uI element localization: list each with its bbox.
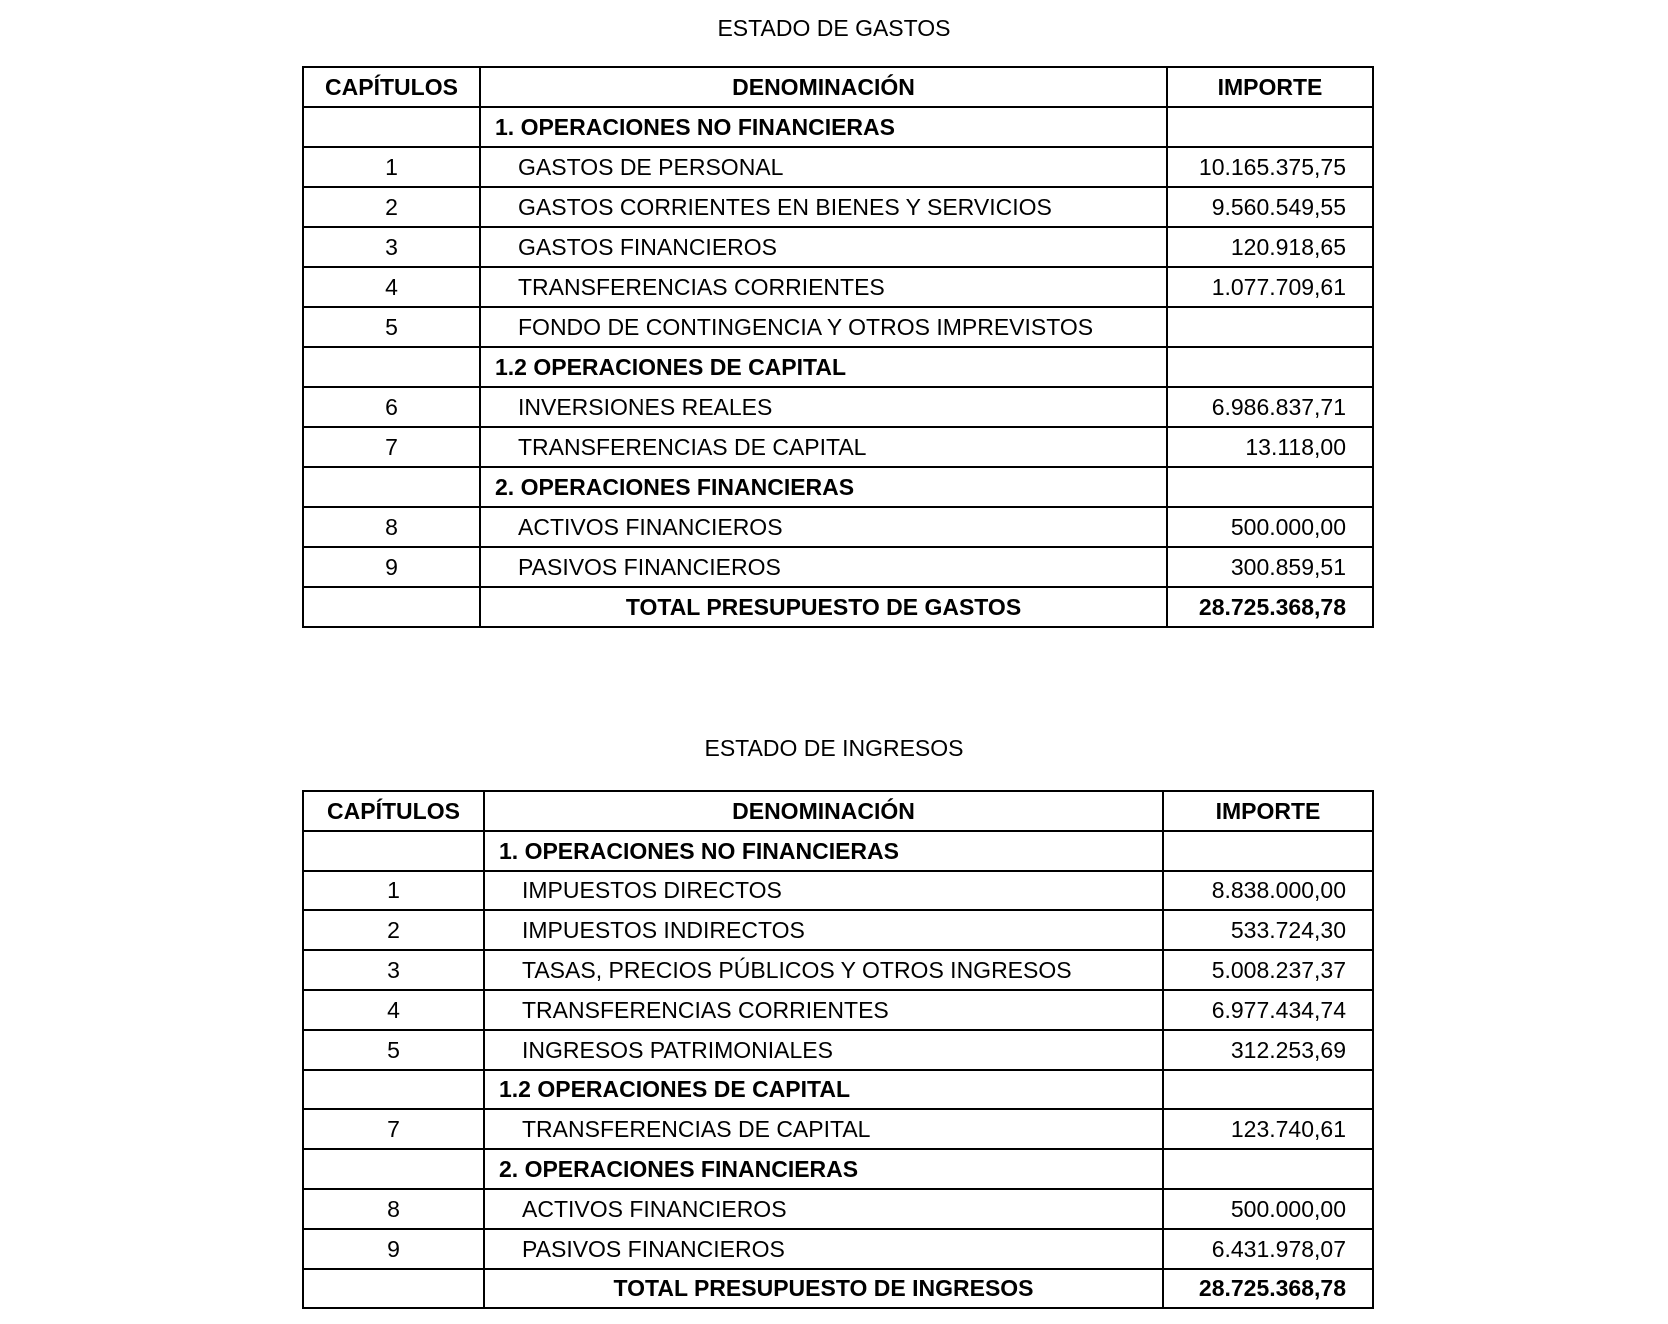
capitulo-cell [303,467,480,507]
importe-cell: 6.986.837,71 [1167,387,1373,427]
capitulo-cell: 3 [303,227,480,267]
importe-cell: 6.977.434,74 [1163,990,1373,1030]
importe-cell: 533.724,30 [1163,910,1373,950]
column-header-denominacion: DENOMINACIÓN [484,791,1163,831]
section-row [303,347,1373,387]
denominacion-cell: TASAS, PRECIOS PÚBLICOS Y OTROS INGRESOS [484,950,1163,990]
capitulo-cell [303,1149,484,1189]
importe-cell: 1.077.709,61 [1167,267,1373,307]
denominacion-cell: IMPUESTOS INDIRECTOS [484,910,1163,950]
denominacion-cell: 1.2 OPERACIONES DE CAPITAL [480,347,1167,387]
capitulo-cell [303,107,480,147]
capitulo-cell [303,1070,484,1110]
importe-cell: 500.000,00 [1167,507,1373,547]
denominacion-cell: TRANSFERENCIAS DE CAPITAL [484,1109,1163,1149]
denominacion-cell: 2. OPERACIONES FINANCIERAS [480,467,1167,507]
denominacion-cell: GASTOS DE PERSONAL [480,147,1167,187]
column-header-denominacion: DENOMINACIÓN [480,67,1167,107]
denominacion-cell: 1.2 OPERACIONES DE CAPITAL [484,1070,1163,1110]
importe-cell: 6.431.978,07 [1163,1229,1373,1269]
capitulo-cell: 2 [303,910,484,950]
importe-cell: 28.725.368,78 [1163,1269,1373,1309]
importe-cell: 9.560.549,55 [1167,187,1373,227]
header-row [303,791,1373,831]
column-header-capitulos: CAPÍTULOS [303,67,480,107]
table-row [303,307,1373,347]
table-row [303,1109,1373,1149]
importe-cell: 10.165.375,75 [1167,147,1373,187]
table-row [303,227,1373,267]
denominacion-cell: TRANSFERENCIAS CORRIENTES [484,990,1163,1030]
importe-cell [1167,347,1373,387]
denominacion-cell: IMPUESTOS DIRECTOS [484,871,1163,911]
capitulo-cell: 5 [303,1030,484,1070]
capitulo-cell: 3 [303,950,484,990]
capitulo-cell: 2 [303,187,480,227]
section-row [303,1070,1373,1110]
section-row [303,467,1373,507]
denominacion-cell: TOTAL PRESUPUESTO DE INGRESOS [484,1269,1163,1309]
capitulo-cell: 7 [303,427,480,467]
table-row [303,507,1373,547]
capitulo-cell: 1 [303,147,480,187]
denominacion-cell: INVERSIONES REALES [480,387,1167,427]
column-header-importe: IMPORTE [1167,67,1373,107]
capitulo-cell: 4 [303,267,480,307]
table-row [303,147,1373,187]
table-row [303,1229,1373,1269]
gastos-table [302,66,1374,628]
capitulo-cell [303,831,484,871]
importe-cell [1167,307,1373,347]
denominacion-cell: INGRESOS PATRIMONIALES [484,1030,1163,1070]
capitulo-cell [303,347,480,387]
importe-cell: 8.838.000,00 [1163,871,1373,911]
capitulo-cell: 4 [303,990,484,1030]
header-row [303,67,1373,107]
capitulo-cell: 5 [303,307,480,347]
importe-cell: 300.859,51 [1167,547,1373,587]
capitulo-cell [303,587,480,627]
total-row [303,1269,1373,1309]
table-row [303,1030,1373,1070]
denominacion-cell: PASIVOS FINANCIEROS [484,1229,1163,1269]
denominacion-cell: ACTIVOS FINANCIEROS [484,1189,1163,1229]
table-row [303,267,1373,307]
table-row [303,1189,1373,1229]
capitulo-cell: 9 [303,547,480,587]
table-row [303,910,1373,950]
denominacion-cell: ACTIVOS FINANCIEROS [480,507,1167,547]
table-row [303,187,1373,227]
table-row [303,387,1373,427]
total-row [303,587,1373,627]
denominacion-cell: 1. OPERACIONES NO FINANCIERAS [480,107,1167,147]
importe-cell: 13.118,00 [1167,427,1373,467]
denominacion-cell: TRANSFERENCIAS CORRIENTES [480,267,1167,307]
importe-cell [1167,107,1373,147]
capitulo-cell [303,1269,484,1309]
denominacion-cell: TOTAL PRESUPUESTO DE GASTOS [480,587,1167,627]
importe-cell: 500.000,00 [1163,1189,1373,1229]
column-header-capitulos: CAPÍTULOS [303,791,484,831]
importe-cell: 312.253,69 [1163,1030,1373,1070]
importe-cell [1167,467,1373,507]
denominacion-cell: 2. OPERACIONES FINANCIERAS [484,1149,1163,1189]
column-header-importe: IMPORTE [1163,791,1373,831]
capitulo-cell: 9 [303,1229,484,1269]
importe-cell: 5.008.237,37 [1163,950,1373,990]
importe-cell [1163,1149,1373,1189]
table-row [303,990,1373,1030]
denominacion-cell: TRANSFERENCIAS DE CAPITAL [480,427,1167,467]
table-row [303,547,1373,587]
importe-cell [1163,1070,1373,1110]
capitulo-cell: 6 [303,387,480,427]
importe-cell: 120.918,65 [1167,227,1373,267]
section-row [303,1149,1373,1189]
capitulo-cell: 1 [303,871,484,911]
section-row [303,831,1373,871]
importe-cell: 123.740,61 [1163,1109,1373,1149]
table-row [303,871,1373,911]
denominacion-cell: GASTOS CORRIENTES EN BIENES Y SERVICIOS [480,187,1167,227]
table-row [303,427,1373,467]
section-row [303,107,1373,147]
denominacion-cell: PASIVOS FINANCIEROS [480,547,1167,587]
importe-cell: 28.725.368,78 [1167,587,1373,627]
gastos-title: ESTADO DE GASTOS [717,15,951,41]
denominacion-cell: GASTOS FINANCIEROS [480,227,1167,267]
capitulo-cell: 8 [303,507,480,547]
table-row [303,950,1373,990]
ingresos-table [302,790,1374,1309]
importe-cell [1163,831,1373,871]
capitulo-cell: 7 [303,1109,484,1149]
denominacion-cell: FONDO DE CONTINGENCIA Y OTROS IMPREVISTOS [480,307,1167,347]
ingresos-title: ESTADO DE INGRESOS [704,735,964,761]
capitulo-cell: 8 [303,1189,484,1229]
denominacion-cell: 1. OPERACIONES NO FINANCIERAS [484,831,1163,871]
